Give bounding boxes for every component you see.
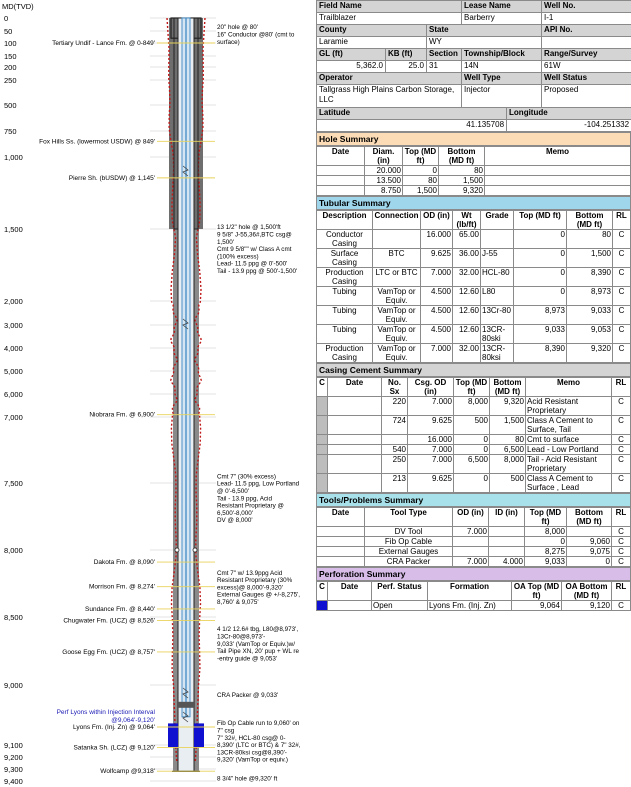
annotation-text: 9 5/8" J-55,36#,BTC csg@ — [217, 231, 292, 239]
depth-tick-label: 1,500 — [4, 225, 23, 234]
annotation-text: Fib Op Cable run to 9,060' on — [217, 720, 300, 728]
depth-tick-label: 50 — [4, 27, 13, 36]
township-label: Township/Block — [462, 49, 542, 61]
lease-name-label: Lease Name — [462, 1, 542, 13]
kb-value: 25.0 — [386, 61, 427, 73]
annotation-text: DV @ 8,000' — [217, 517, 253, 525]
formation-label: Tertiary Undif - Lance Fm. @ 0-849' — [52, 40, 155, 47]
depth-axis-title: MD(TVD) — [2, 2, 34, 11]
field-name-value: Trailblazer — [317, 13, 462, 25]
annotation-text: Resistant Proprietary @ — [217, 502, 284, 510]
depth-tick-label: 750 — [4, 127, 17, 136]
perforation-summary-header: C Date Perf. Status Formation OA Top (MD ft) OA Bottom (MD ft) RL — [317, 582, 631, 601]
formation-label: Niobrara Fm. @ 6,900' — [89, 411, 155, 419]
table-row: Open Lyons Fm. (Inj. Zn) 9,064 9,120 C — [317, 601, 631, 611]
annotation-text: 6,500'-8,000' — [217, 509, 254, 517]
table-row: 16.000 0 80 Cmt to surface C — [317, 435, 631, 445]
lease-name-value: Barberry — [462, 13, 542, 25]
annotation-text: Tail Pipe XN, 20' pup + WL re — [217, 648, 299, 656]
state-value: WY — [427, 37, 542, 49]
well-no-value: I-1 — [542, 13, 631, 25]
formation-label: Goose Egg Fm. (UCZ) @ 8,757' — [62, 648, 155, 656]
latitude-value: 41.135708 — [317, 120, 507, 132]
tubular-summary-header: Description Connection OD (in) Wt (lb/ft) Grade Top (MD ft) Bottom (MD ft) RL — [317, 211, 631, 230]
depth-tick-label: 0 — [4, 14, 9, 23]
api-value — [542, 37, 631, 49]
hole-summary-table — [316, 146, 631, 196]
operator-label: Operator — [317, 73, 462, 85]
well-info-panel — [316, 0, 631, 787]
annotation-text: excess)@ 8,000'-9,320' — [217, 584, 283, 592]
formation-label: Wolfcamp @9,318' — [100, 768, 155, 776]
section-label: Section — [427, 49, 462, 61]
formation-label: Satanka Sh. (LCZ) @ 9,120' — [73, 744, 155, 752]
depth-tick-label: 9,300 — [4, 765, 23, 774]
table-row: 220 7.000 8,000 9,320 Acid Resistant Proprietary C — [317, 397, 631, 416]
annotation-text: 4 1/2 12.6# tbg, L80@8,973', — [217, 626, 299, 634]
depth-tick-label: 500 — [4, 101, 17, 110]
annotation-text: 8,760' & 9,075' — [217, 598, 259, 606]
depth-tick-label: 4,000 — [4, 344, 23, 353]
table-row: 13.500 80 1,500 — [317, 176, 631, 186]
table-row: CRA Packer 7.000 4.000 9,033 0 C — [317, 557, 631, 567]
table-row: Surface Casing BTC 9.625 36.00 J-55 0 1,500 C — [317, 249, 631, 268]
depth-tick-label: 5,000 — [4, 367, 23, 376]
section-value: 31 — [427, 61, 462, 73]
hole-summary-header — [317, 147, 631, 166]
wellbore-schematic — [0, 0, 313, 787]
table-row: DV Tool 7.000 8,000 C — [317, 527, 631, 537]
cement-summary-table — [316, 377, 631, 493]
formation-label: Lyons Fm. (Inj. Zn) @ 9,064' — [72, 724, 155, 731]
annotation-text: Cmt 9 5/8"" w/ Class A cmt — [217, 246, 292, 254]
annotation-text: 7" csg — [217, 727, 235, 735]
longitude-label: Longitude — [507, 108, 631, 120]
annotation-text: 13 1/2" hole @ 1,500'ft — [217, 224, 281, 232]
annotation-text: surface) — [217, 38, 240, 46]
depth-tick-label: 9,400 — [4, 777, 23, 786]
operator-value: Tallgrass High Plains Carbon Storage, LLC — [317, 85, 462, 108]
formation-label: Perf Lyons within Injection Interval — [56, 709, 155, 716]
depth-tick-label: 8,000 — [4, 546, 23, 555]
table-row: 8.750 1,500 9,320 — [317, 186, 631, 196]
col-date: Date — [317, 147, 365, 166]
county-value: Laramie — [317, 37, 427, 49]
annotation-text: 13Cr-80@8,973'- — [217, 633, 266, 641]
depth-tick-label: 9,200 — [4, 753, 23, 762]
annotation-text: Cmt 7" w/ 13.9ppg Acid — [217, 569, 283, 577]
township-value: 14N — [462, 61, 542, 73]
dv-tool-left — [175, 548, 179, 552]
table-row: Production Casing LTC or BTC 7.000 32.00 HCL-80 0 8,390 C — [317, 268, 631, 287]
depth-tick-label: 6,000 — [4, 390, 23, 399]
annotation-text: Tail - 13.9 ppg, Acid — [217, 495, 272, 503]
table-row: External Gauges 8,275 9,075 C — [317, 547, 631, 557]
dv-tool-right — [193, 548, 197, 552]
annotation-text: 8,390' (LTC or BTC) & 7" 32#, — [217, 742, 301, 750]
tools-summary-title: Tools/Problems Summary — [316, 493, 631, 507]
perf-color-swatch — [317, 601, 328, 611]
depth-tick-label: 9,000 — [4, 681, 23, 690]
formation-label: Fox Hills Ss. (lowermost USDW) @ 849' — [39, 138, 155, 146]
depth-tick-label: 3,000 — [4, 321, 23, 330]
table-row: Conductor Casing 16.000 65.00 0 80 C — [317, 230, 631, 249]
depth-tick-label: 8,500 — [4, 613, 23, 622]
table-row: 724 9.625 500 1,500 Class A Cement to Surface, Tail C — [317, 416, 631, 435]
well-status-label: Well Status — [542, 73, 631, 85]
annotation-text: External Gauges @ +/-8,275', — [217, 591, 301, 599]
cra-packer — [178, 702, 194, 708]
annotation-text: CRA Packer @ 9,033' — [217, 692, 279, 699]
annotation-text: 9,320' (VamTop or equiv.) — [217, 756, 288, 764]
formation-label: Sundance Fm. @ 8,440' — [85, 605, 155, 613]
well-type-value: Injector — [462, 85, 542, 108]
annotation-text: Lead- 11.5 ppg @ 0'-500' — [217, 260, 288, 268]
table-row: 250 7.000 6,500 8,000 Tail - Acid Resistant Proprietary C — [317, 455, 631, 474]
cement-summary-header: C Date No. Sx Csg. OD (in) Top (MD ft) Bottom (MD ft) Memo RL — [317, 378, 631, 397]
tubular-summary-table — [316, 210, 631, 363]
col-top: Top (MD ft) — [403, 147, 439, 166]
tools-summary-header: Date Tool Type OD (in) ID (in) Top (MD ft) Bottom (MD ft) RL — [317, 508, 631, 527]
well-type-label: Well Type — [462, 73, 542, 85]
latitude-label: Latitude — [317, 108, 507, 120]
depth-tick-label: 250 — [4, 76, 17, 85]
depth-tick-label: 7,000 — [4, 413, 23, 422]
col-memo: Memo — [485, 147, 631, 166]
annotation-text: 20" hole @ 80' — [217, 24, 258, 32]
col-bottom: Bottom (MD ft) — [439, 147, 485, 166]
longitude-value: -104.251332 — [507, 120, 631, 132]
well-no-label: Well No. — [542, 1, 631, 13]
table-row: 20.000 0 80 — [317, 166, 631, 176]
annotation-text: 1,500' — [217, 238, 234, 246]
depth-tick-label: 100 — [4, 39, 17, 48]
cement-summary-title: Casing Cement Summary — [316, 363, 631, 377]
range-value: 61W — [542, 61, 631, 73]
depth-tick-label: 1,000 — [4, 153, 23, 162]
table-row: 540 7.000 0 6,500 Lead - Low Portland C — [317, 445, 631, 455]
annotation-text: 7" 32#, HCL-80 csg@ 0- — [217, 734, 286, 742]
perforation-summary-title: Perforation Summary — [316, 567, 631, 581]
annotation-text: Resistant Proprietary (30% — [217, 577, 293, 585]
gl-label: GL (ft) — [317, 49, 386, 61]
gl-value: 5,362.0 — [317, 61, 386, 73]
well-header-table — [316, 0, 631, 132]
table-row: Tubing VamTop or Equiv. 4.500 12.60 13Cr-80 8,973 9,033 C — [317, 306, 631, 325]
hole-summary-title: Hole Summary — [316, 132, 631, 146]
annotation-text: Lead- 11.5 ppg, Low Portland — [217, 480, 300, 488]
perforation-summary-table — [316, 581, 631, 611]
annotation-text: Cmt 7" (30% excess) — [217, 473, 276, 481]
table-row: Tubing VamTop or Equiv. 4.500 12.60 L80 0 8,973 C — [317, 287, 631, 306]
annotation-text: @ 0'-6,500' — [217, 488, 249, 496]
annotation-text: (100% excess) — [217, 253, 259, 261]
api-label: API No. — [542, 25, 631, 37]
formation-label: Morrison Fm. @ 8,274' — [89, 583, 155, 591]
formation-label: @9,064'-9,120' — [111, 716, 155, 724]
table-row: 213 9.625 0 500 Class A Cement to Surface , Lead C — [317, 474, 631, 493]
table-row: Fib Op Cable 0 9,060 C — [317, 537, 631, 547]
depth-tick-label: 7,500 — [4, 479, 23, 488]
table-row: Tubing VamTop or Equiv. 4.500 12.60 13CR-80ski 9,033 9,053 C — [317, 325, 631, 344]
annotation-text: -entry guide @ 9,053' — [217, 655, 278, 663]
annotation-text: 8 3/4" hole @9,320' ft — [217, 775, 278, 783]
field-name-label: Field Name — [317, 1, 462, 13]
tubular-summary-title: Tubular Summary — [316, 196, 631, 210]
tools-summary-table — [316, 507, 631, 567]
kb-label: KB (ft) — [386, 49, 427, 61]
table-row: Production Casing VamTop or Equiv. 7.000 32.00 13CR-80ksi 8,390 9,320 C — [317, 344, 631, 363]
col-diam: Diam. (in) — [365, 147, 403, 166]
depth-tick-label: 2,000 — [4, 297, 23, 306]
formation-label: Dakota Fm. @ 8,090' — [93, 559, 155, 567]
annotation-text: 9,033' (VamTop or Equiv.)w/ — [217, 640, 295, 648]
annotation-text: 16" Conductor @80' (cmt to — [217, 31, 295, 39]
annotation-text: 13CR-80ksi csg@8,390'- — [217, 749, 287, 757]
depth-tick-label: 200 — [4, 63, 17, 72]
range-label: Range/Survey — [542, 49, 631, 61]
depth-tick-label: 9,100 — [4, 741, 23, 750]
county-label: County — [317, 25, 427, 37]
annotation-text: Tail - 13.9 ppg @ 500'-1,500' — [217, 268, 298, 276]
well-status-value: Proposed — [542, 85, 631, 108]
formation-label: Pierre Sh. (bUSDW) @ 1,145' — [68, 174, 155, 182]
state-label: State — [427, 25, 542, 37]
depth-tick-label: 150 — [4, 52, 17, 61]
formation-label: Chugwater Fm. (UCZ) @ 8,526' — [63, 617, 155, 625]
